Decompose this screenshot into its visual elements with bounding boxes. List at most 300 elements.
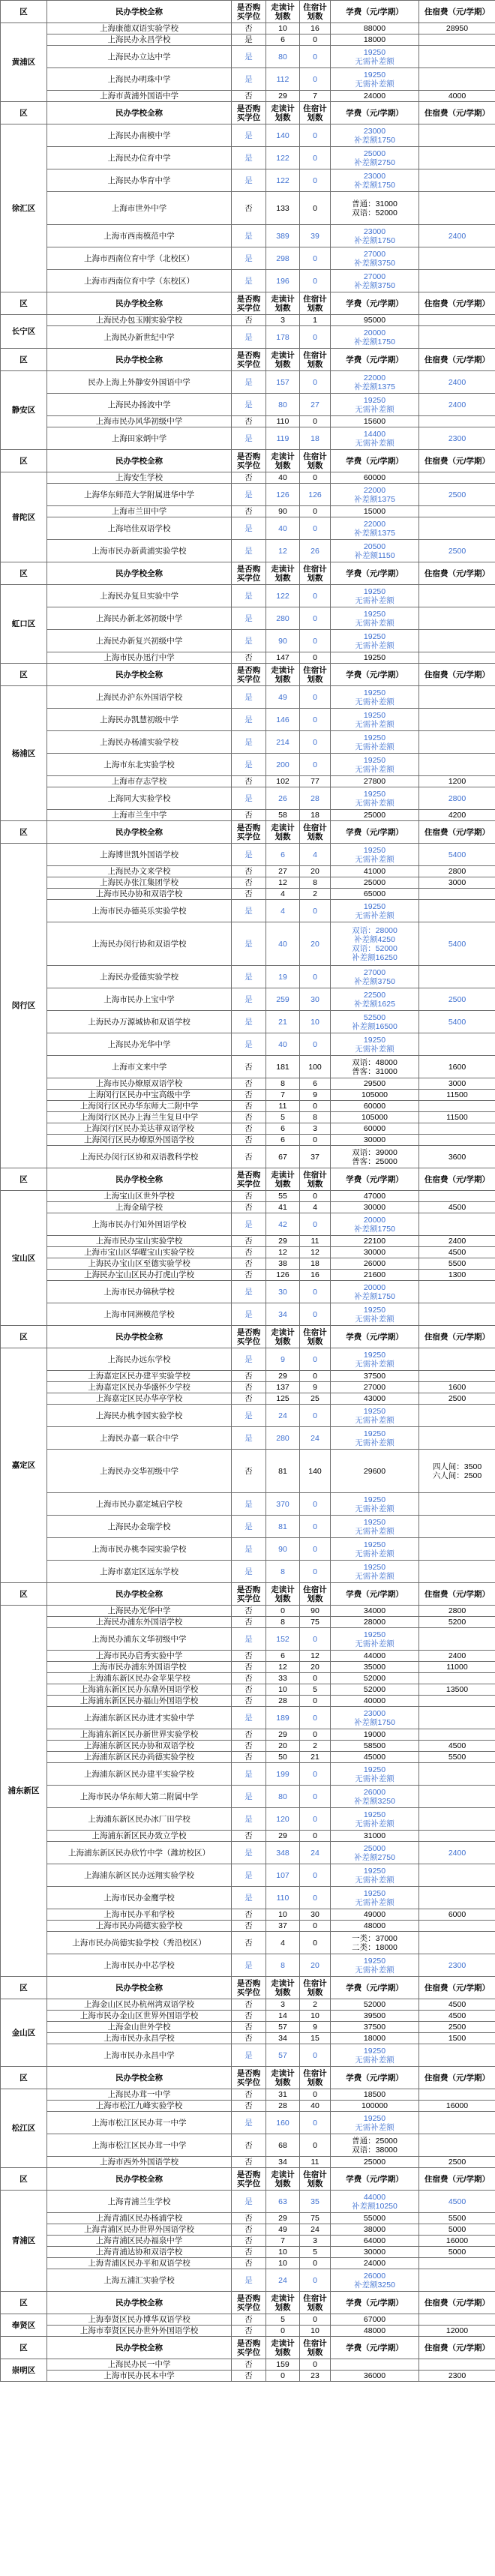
boarding-fee-cell [419,68,495,91]
header-district: 区 [1,1,47,23]
table-row [1,1729,495,1741]
tuition-cell: 48000 [331,1921,419,1932]
district-cell: 杨浦区 [1,686,47,821]
header-district: 区 [1,102,47,124]
day-plan-cell: 10 [266,1684,300,1696]
boarding-fee-cell: 4500 [419,1247,495,1258]
tuition-cell: 67000 [331,2314,419,2326]
tuition-cell: 普通：25000 双语：38000 [331,2134,419,2157]
boarding-fee-cell: 2800 [419,1606,495,1617]
district-cell: 奉贤区 [1,2314,47,2337]
boarding-fee-cell [419,2044,495,2067]
day-plan-cell: 31 [266,2089,300,2101]
header-board-plan: 住宿计划数 [300,1326,331,1348]
header-district: 区 [1,2168,47,2191]
tuition-cell: 19250 无需补差额 [331,1763,419,1786]
table-row [1,1786,495,1808]
board-plan-cell: 0 [300,1405,331,1427]
header-buy-seat: 是否购买学位 [232,292,266,315]
buy-seat-cell: 是 [232,1011,266,1033]
school-name-cell: 上海市民办风华初级中学 [47,416,232,427]
day-plan-cell: 120 [266,1808,300,1831]
day-plan-cell: 3 [266,1999,300,2011]
boarding-fee-cell [419,731,495,754]
day-plan-cell: 3 [266,315,300,326]
tuition-cell: 19250 无需补差额 [331,1628,419,1651]
header-buy-seat: 是否购买学位 [232,102,266,124]
tuition-cell: 19250 无需补差额 [331,585,419,607]
header-tuition: 学费（元/学期） [331,2337,419,2359]
buy-seat-cell: 是 [232,68,266,91]
tuition-cell: 19250 无需补差额 [331,754,419,776]
tuition-cell: 39500 [331,2011,419,2022]
board-plan-cell: 0 [300,1303,331,1326]
board-plan-cell: 40 [300,2101,331,2112]
header-day-plan: 走读计划数 [266,562,300,585]
boarding-fee-cell [419,2089,495,2101]
school-name-cell: 上海市宝山区华曜宝山实验学校 [47,1247,232,1258]
buy-seat-cell: 否 [232,1202,266,1213]
tuition-cell: 19250 无需补差额 [331,686,419,709]
tuition-cell: 25000 [331,877,419,889]
header-district: 区 [1,450,47,472]
day-plan-cell: 41 [266,1202,300,1213]
buy-seat-cell: 否 [232,1135,266,1146]
buy-seat-cell: 否 [232,1999,266,2011]
buy-seat-cell: 是 [232,1786,266,1808]
school-name-cell: 上海民办浦东文华初级中学 [47,1628,232,1651]
header-school-name: 民办学校全称 [47,1,232,23]
school-name-cell: 上海市西外外国语学校 [47,2157,232,2168]
day-plan-cell: 110 [266,1887,300,1909]
tuition-cell [331,2359,419,2371]
day-plan-cell: 5 [266,2314,300,2326]
day-plan-cell: 147 [266,652,300,664]
school-name-cell: 上海市民办锦秋学校 [47,1281,232,1303]
tuition-cell: 26000 补差额3250 [331,1786,419,1808]
school-name-cell: 上海博世凯外国语学校 [47,844,232,866]
buy-seat-cell: 否 [232,2101,266,2112]
tuition-cell: 22000 补差额1375 [331,371,419,394]
table-row [1,1842,495,1864]
boarding-fee-cell: 11500 [419,1112,495,1123]
board-plan-cell: 4 [300,844,331,866]
tuition-cell: 19250 无需补差额 [331,2044,419,2067]
board-plan-cell: 0 [300,1561,331,1583]
board-plan-cell: 10 [300,2011,331,2022]
header-district: 区 [1,1168,47,1191]
day-plan-cell: 119 [266,427,300,450]
tuition-cell: 15600 [331,416,419,427]
school-name-cell: 上海民办明珠中学 [47,68,232,91]
boarding-fee-cell: 6000 [419,1909,495,1921]
boarding-fee-cell: 2400 [419,371,495,394]
boarding-fee-cell [419,1303,495,1326]
day-plan-cell: 298 [266,247,300,270]
boarding-fee-cell: 4500 [419,2011,495,2022]
buy-seat-cell: 是 [232,900,266,922]
tuition-cell: 28000 [331,1617,419,1628]
day-plan-cell: 8 [266,1561,300,1583]
tuition-cell: 105000 [331,1112,419,1123]
day-plan-cell: 6 [266,1651,300,1662]
tuition-cell: 60000 [331,472,419,484]
header-board-plan: 住宿计划数 [300,1168,331,1191]
header-school-name: 民办学校全称 [47,1326,232,1348]
header-row [1,1,495,23]
header-boarding-fee: 住宿费（元/学期） [419,1168,495,1191]
table-row [1,988,495,1011]
school-name-cell: 上海民办新世纪中学 [47,326,232,349]
buy-seat-cell: 否 [232,1078,266,1090]
tuition-cell: 30000 [331,2247,419,2258]
day-plan-cell: 29 [266,1371,300,1382]
board-plan-cell: 75 [300,2213,331,2224]
header-board-plan: 住宿计划数 [300,2292,331,2314]
buy-seat-cell: 否 [232,1090,266,1101]
boarding-fee-cell [419,124,495,147]
school-name-cell: 上海闵行区民办燎原外国语学校 [47,1135,232,1146]
table-row [1,1932,495,1954]
tuition-cell: 23000 补差额1750 [331,1707,419,1729]
school-name-cell: 上海浦东新区民办东鼎外国语学校 [47,1684,232,1696]
school-name-cell: 上海康德双语实验学校 [47,23,232,34]
table-row [1,2101,495,2112]
boarding-fee-cell: 2300 [419,1954,495,1977]
school-name-cell: 上海民办位育中学 [47,147,232,169]
header-row [1,1583,495,1606]
day-plan-cell: 280 [266,607,300,630]
table-row [1,192,495,225]
table-row [1,1561,495,1583]
header-boarding-fee: 住宿费（元/学期） [419,1977,495,1999]
header-tuition: 学费（元/学期） [331,450,419,472]
boarding-fee-cell [419,900,495,922]
board-plan-cell: 0 [300,1371,331,1382]
buy-seat-cell: 否 [232,2224,266,2236]
table-row [1,2236,495,2247]
day-plan-cell: 80 [266,1786,300,1808]
school-name-cell: 上海市黄浦外国语中学 [47,91,232,102]
tuition-cell: 20500 补差额1150 [331,540,419,562]
school-name-cell: 上海市嘉定区远东学校 [47,1561,232,1583]
tuition-cell: 19000 [331,1729,419,1741]
district-cell: 虹口区 [1,585,47,664]
day-plan-cell: 214 [266,731,300,754]
tuition-cell: 27000 补差额3750 [331,270,419,292]
boarding-fee-cell [419,1729,495,1741]
header-school-name: 民办学校全称 [47,2168,232,2191]
board-plan-cell: 0 [300,1135,331,1146]
boarding-fee-cell [419,1864,495,1887]
boarding-fee-cell [419,1281,495,1303]
boarding-fee-cell [419,607,495,630]
buy-seat-cell: 是 [232,225,266,247]
board-plan-cell: 0 [300,2314,331,2326]
tuition-cell: 22500 补差额1625 [331,988,419,1011]
school-name-cell: 上海五浦汇实验学校 [47,2269,232,2292]
buy-seat-cell: 否 [232,2134,266,2157]
board-plan-cell: 0 [300,585,331,607]
header-district: 区 [1,2292,47,2314]
table-row [1,1831,495,1842]
table-row [1,1101,495,1112]
day-plan-cell: 29 [266,1729,300,1741]
day-plan-cell: 24 [266,2269,300,2292]
tuition-cell: 43000 [331,1393,419,1405]
table-row [1,585,495,607]
day-plan-cell: 40 [266,922,300,966]
header-buy-seat: 是否购买学位 [232,1977,266,1999]
table-row [1,1617,495,1628]
day-plan-cell: 259 [266,988,300,1011]
header-board-plan: 住宿计划数 [300,1977,331,1999]
day-plan-cell: 159 [266,2359,300,2371]
table-row [1,1606,495,1617]
board-plan-cell: 0 [300,1281,331,1303]
tuition-cell: 49000 [331,1909,419,1921]
tuition-cell: 19250 无需补差额 [331,900,419,922]
table-row [1,394,495,416]
header-district: 区 [1,562,47,585]
tuition-cell: 24000 [331,91,419,102]
table-row [1,2112,495,2134]
table-row [1,966,495,988]
school-name-cell: 上海青浦区民办杨浦学校 [47,2213,232,2224]
tuition-cell: 23000 补差额1750 [331,169,419,192]
school-name-cell: 上海市民办永昌学校 [47,2033,232,2044]
boarding-fee-cell: 5500 [419,1258,495,1270]
school-name-cell: 上海培佳双语学校 [47,517,232,540]
day-plan-cell: 29 [266,2213,300,2224]
day-plan-cell: 200 [266,754,300,776]
district-cell: 闵行区 [1,844,47,1168]
board-plan-cell: 35 [300,2191,331,2213]
table-row [1,1258,495,1270]
boarding-fee-cell: 2500 [419,2022,495,2033]
board-plan-cell: 20 [300,1954,331,1977]
boarding-fee-cell [419,1673,495,1684]
school-name-cell: 上海市文来中学 [47,1056,232,1078]
tuition-cell: 19250 无需补差额 [331,630,419,652]
table-row [1,1247,495,1258]
tuition-cell: 24000 [331,2258,419,2269]
tuition-cell: 19250 无需补差额 [331,1405,419,1427]
boarding-fee-cell: 2400 [419,1236,495,1247]
board-plan-cell: 100 [300,1056,331,1078]
tuition-cell: 52000 [331,1999,419,2011]
buy-seat-cell: 否 [232,1393,266,1405]
boarding-fee-cell [419,2269,495,2292]
header-tuition: 学费（元/学期） [331,664,419,686]
boarding-fee-cell [419,1348,495,1371]
buy-seat-cell: 是 [232,709,266,731]
board-plan-cell: 26 [300,540,331,562]
board-plan-cell: 0 [300,124,331,147]
school-name-cell: 上海市民办金山区世界外国语学校 [47,2011,232,2022]
district-cell: 普陀区 [1,472,47,562]
buy-seat-cell: 是 [232,988,266,1011]
header-boarding-fee: 住宿费（元/学期） [419,1,495,23]
school-name-cell: 上海宝山区世外学校 [47,1191,232,1202]
tuition-cell: 19250 无需补差额 [331,1033,419,1056]
table-row [1,1056,495,1078]
buy-seat-cell: 否 [232,652,266,664]
header-district: 区 [1,2067,47,2089]
buy-seat-cell: 否 [232,91,266,102]
header-boarding-fee: 住宿费（元/学期） [419,1326,495,1348]
header-buy-seat: 是否购买学位 [232,1326,266,1348]
school-name-cell: 上海市民办永昌中学 [47,2044,232,2067]
buy-seat-cell: 否 [232,1617,266,1628]
table-row [1,2269,495,2292]
buy-seat-cell: 是 [232,394,266,416]
boarding-fee-cell [419,1921,495,1932]
tuition-cell: 19250 无需补差额 [331,1887,419,1909]
boarding-fee-cell: 5000 [419,2224,495,2236]
school-name-cell: 上海安生学校 [47,472,232,484]
header-buy-seat: 是否购买学位 [232,2292,266,2314]
day-plan-cell: 42 [266,1213,300,1236]
table-row [1,810,495,821]
buy-seat-cell: 是 [232,1707,266,1729]
tuition-cell: 14400 无需补差额 [331,427,419,450]
table-row [1,630,495,652]
buy-seat-cell: 否 [232,1752,266,1763]
table-row [1,2371,495,2382]
boarding-fee-cell [419,709,495,731]
tuition-cell: 55000 [331,2213,419,2224]
board-plan-cell: 5 [300,2247,331,2258]
tuition-cell: 36000 [331,2371,419,2382]
school-name-cell: 上海青浦区民办福泉中学 [47,2236,232,2247]
board-plan-cell: 0 [300,1864,331,1887]
buy-seat-cell: 是 [232,686,266,709]
board-plan-cell: 126 [300,484,331,506]
boarding-fee-cell [419,754,495,776]
boarding-fee-cell: 1300 [419,1270,495,1281]
buy-seat-cell: 否 [232,1673,266,1684]
tuition-cell: 52000 [331,1684,419,1696]
school-name-cell: 上海市民办上宝中学 [47,988,232,1011]
board-plan-cell: 0 [300,686,331,709]
buy-seat-cell: 否 [232,2022,266,2033]
district-cell: 嘉定区 [1,1348,47,1583]
board-plan-cell: 0 [300,34,331,46]
board-plan-cell: 2 [300,889,331,900]
school-name-cell: 上海青浦区民办平和双语学校 [47,2258,232,2269]
table-row [1,1236,495,1247]
school-name-cell: 上海浦东新区民办金苹果学校 [47,1673,232,1684]
board-plan-cell: 18 [300,427,331,450]
buy-seat-cell: 是 [232,2269,266,2292]
table-row [1,91,495,102]
day-plan-cell: 5 [266,1112,300,1123]
boarding-fee-cell: 2500 [419,988,495,1011]
district-cell: 松江区 [1,2089,47,2168]
school-name-cell: 上海嘉定区民办华盛怀少学校 [47,1382,232,1393]
board-plan-cell: 90 [300,1606,331,1617]
header-row [1,562,495,585]
header-boarding-fee: 住宿费（元/学期） [419,292,495,315]
header-day-plan: 走读计划数 [266,1168,300,1191]
school-name-cell: 上海民办民一中学 [47,2359,232,2371]
school-name-cell: 上海民办万源城协和双语学校 [47,1011,232,1033]
buy-seat-cell: 是 [232,371,266,394]
buy-seat-cell: 否 [232,2213,266,2224]
boarding-fee-cell [419,1763,495,1786]
day-plan-cell: 26 [266,787,300,810]
buy-seat-cell: 否 [232,1371,266,1382]
tuition-cell: 22000 补差额1375 [331,517,419,540]
boarding-fee-cell [419,416,495,427]
school-name-cell: 上海市民办嘉定城启学校 [47,1493,232,1516]
header-district: 区 [1,292,47,315]
boarding-fee-cell: 2300 [419,427,495,450]
header-tuition: 学费（元/学期） [331,562,419,585]
school-name-cell: 上海浦东新区民办新世界实验学校 [47,1729,232,1741]
boarding-fee-cell: 5500 [419,2213,495,2224]
day-plan-cell: 90 [266,506,300,517]
board-plan-cell: 0 [300,517,331,540]
day-plan-cell: 38 [266,1258,300,1270]
buy-seat-cell: 否 [232,1831,266,1842]
school-name-cell: 上海民办文来学校 [47,866,232,877]
buy-seat-cell: 是 [232,1842,266,1864]
table-row [1,1628,495,1651]
header-district: 区 [1,349,47,371]
day-plan-cell: 29 [266,1236,300,1247]
day-plan-cell: 12 [266,540,300,562]
board-plan-cell: 23 [300,2371,331,2382]
tuition-cell: 18000 [331,34,419,46]
board-plan-cell: 25 [300,1393,331,1405]
board-plan-cell: 27 [300,394,331,416]
header-school-name: 民办学校全称 [47,562,232,585]
board-plan-cell: 30 [300,988,331,1011]
school-name-cell: 上海市民办燎原双语学校 [47,1078,232,1090]
header-buy-seat: 是否购买学位 [232,664,266,686]
school-name-cell: 上海田家炳中学 [47,427,232,450]
buy-seat-cell: 是 [232,1281,266,1303]
board-plan-cell: 0 [300,147,331,169]
board-plan-cell: 0 [300,371,331,394]
boarding-fee-cell [419,1191,495,1202]
board-plan-cell: 0 [300,1696,331,1707]
day-plan-cell: 7 [266,2236,300,2247]
buy-seat-cell: 是 [232,1213,266,1236]
buy-seat-cell: 是 [232,1303,266,1326]
boarding-fee-cell [419,1123,495,1135]
boarding-fee-cell: 13500 [419,1684,495,1696]
tuition-cell: 45000 [331,1752,419,1763]
board-plan-cell: 0 [300,1921,331,1932]
school-name-cell: 上海市民办协和双语学校 [47,889,232,900]
header-tuition: 学费（元/学期） [331,102,419,124]
school-name-cell: 上海民办张江集团学校 [47,877,232,889]
table-row [1,1011,495,1033]
table-row [1,1393,495,1405]
header-day-plan: 走读计划数 [266,292,300,315]
day-plan-cell: 57 [266,2044,300,2067]
boarding-fee-cell: 1600 [419,1056,495,1078]
boarding-fee-cell [419,2314,495,2326]
day-plan-cell: 29 [266,1831,300,1842]
school-name-cell: 上海闵行区民办美达菲双语学校 [47,1123,232,1135]
table-row [1,1382,495,1393]
day-plan-cell: 81 [266,1450,300,1493]
header-board-plan: 住宿计划数 [300,2067,331,2089]
